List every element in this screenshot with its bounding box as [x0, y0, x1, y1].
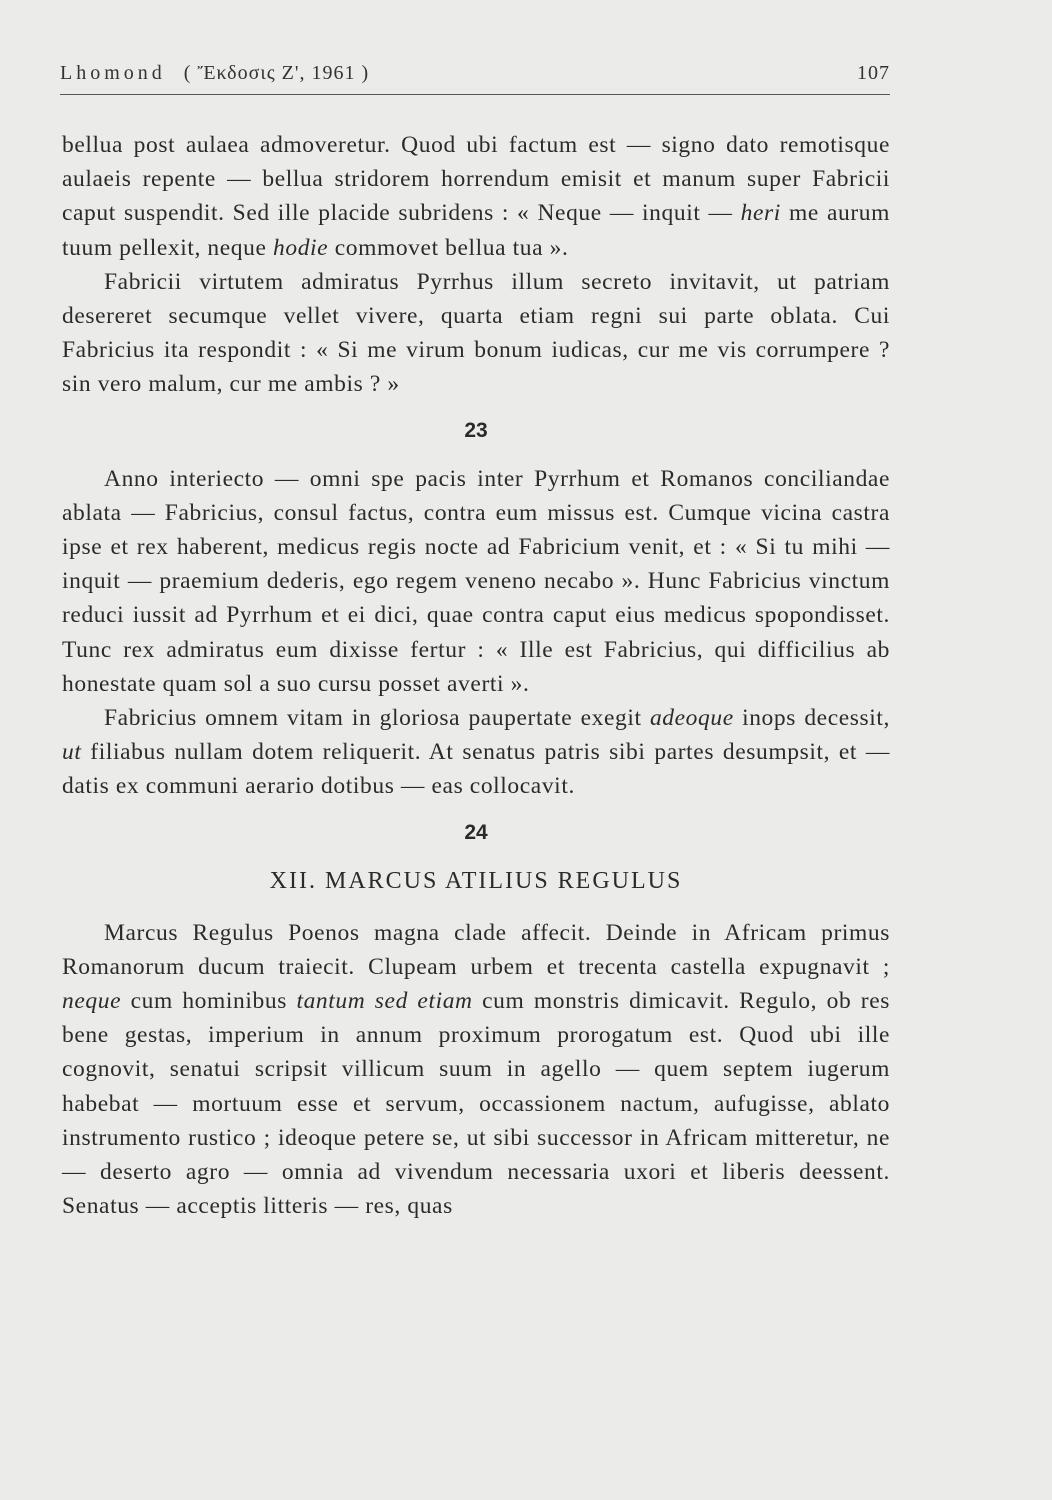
paragraph-4-text-b: inops decessit,: [733, 705, 890, 732]
paragraph-1-text-c: commovet bellua tua ».: [328, 234, 569, 261]
emphasis-heri: heri: [740, 200, 781, 227]
paragraph-3: Anno interiecto — omni spe pacis inter Pyrrhum et Romanos conciliandae ablata — Fabricius, consul factus, contra eum missus est. Cumque vicina castra ipse et rex haberent, medicus regis nocte ad Fabricium venit, et : « Si tu mihi — inquit — praemium dederis, ego regem veneno necabo ». Hunc Fabricius vinctum reduci iussit ad Pyrrhum et ei dici, quae contra caput eius medicus spopondisset. Tunc rex admiratus eum dixisse fertur : « Ille est Fabricius, qui difficilius ab honestate quam sol a suo cursu posset averti ».: [62, 465, 890, 697]
header-author: Lhomond: [60, 62, 166, 84]
emphasis-neque: neque: [62, 988, 122, 1015]
paragraph-5-text-c: cum monstris dimicavit. Regulo, ob res bene gestas, imperium in annum proximum prorogatum est. Quod ubi ille cognovit, senatui scripsit villicum suum in agello — quem septem iugerum habebat — mortuum esse et servum, occassionem nactum, aufugisse, ablato instrumento rustico ; ideoque petere se, ut sibi successor in Africam mitteretur, ne — deserto agro — omnia ad vivendum necessaria uxori et liberis deessent. Senatus — acceptis litteris — res, quas: [62, 988, 890, 1220]
emphasis-ut: ut: [62, 739, 82, 766]
paragraph-5-text-b: cum hominibus: [121, 988, 297, 1015]
paragraph-5: [62, 916, 890, 1224]
running-header: [60, 58, 890, 95]
page-number: 107: [857, 62, 890, 84]
emphasis-hodie: hodie: [273, 234, 329, 261]
paragraph-4-text-c: filiabus nullam dotem reliquerit. At senatus patris sibi partes desumpsit, et — datis ex communi aerario dotibus — eas collocavit.: [62, 739, 890, 800]
paragraph-1-text-b: me aurum tuum pellexit, neque: [62, 200, 890, 261]
paragraph-2: Fabricii virtutem admiratus Pyrrhus illum secreto invitavit, ut patriam desereret secumque vellet vivere, quarta etiam regni sui parte oblata. Cui Fabricius ita respondit : « Si me virum bonum iudicas, cur me vis corrumpere ? sin vero malum, cur me ambis ? »: [62, 268, 890, 398]
paragraph-5-text-a: Marcus Regulus Poenos magna clade affecit. Deinde in Africam primus Romanorum ducum traiecit. Clupeam urbem et trecenta castella expugnavit ;: [62, 919, 890, 980]
header-edition: ( Ἔκδοσις Ζ', 1961 ): [183, 62, 370, 84]
paragraph-1: [62, 128, 890, 265]
paragraph-4-text-a: Fabricius omnem vitam in gloriosa paupertate exegit: [104, 705, 650, 732]
section-number-23: 23: [464, 418, 488, 442]
main-text: [62, 128, 890, 1223]
emphasis-tantum-sed-etiam: tantum sed etiam: [296, 988, 473, 1015]
chapter-title: XII. MARCUS ATILIUS REGULUS: [269, 867, 683, 894]
emphasis-adeoque: adeoque: [649, 705, 734, 732]
paragraph-1-text-a: bellua post aulaea admoveretur. Quod ubi factum est — signo dato remotisque aulaeis repente — bellua stridorem horrendum emisit et manum super Fabricii caput suspendit. Sed ille placide subridens : « Neque — inquit —: [62, 132, 890, 227]
section-number-24: 24: [464, 820, 488, 844]
paragraph-4: [62, 701, 890, 804]
header-title: [60, 62, 369, 85]
